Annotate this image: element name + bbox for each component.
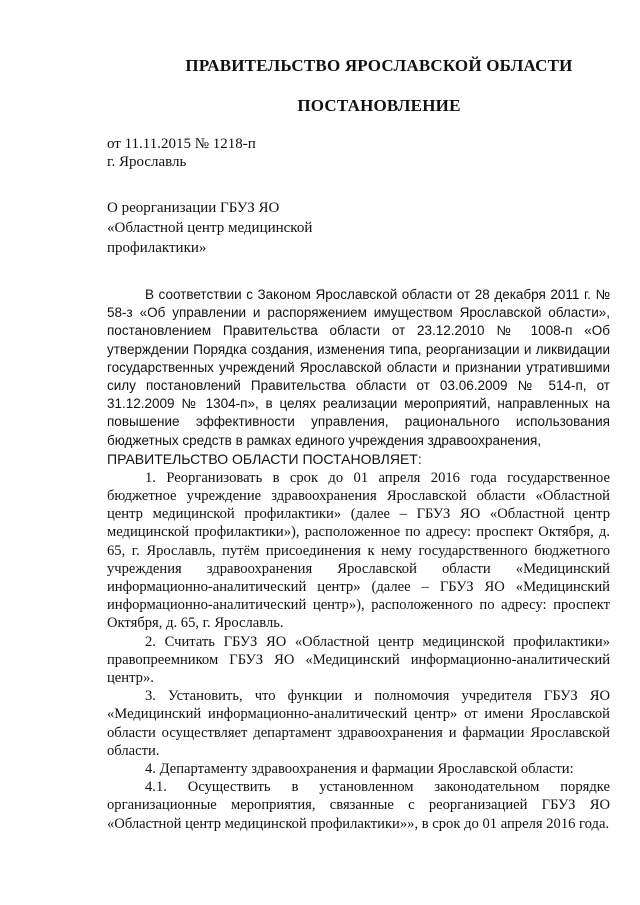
- item-4-paragraph: 4. Департаменту здравоохранения и фармации Ярославской области:: [145, 761, 574, 778]
- authority-heading: ПРАВИТЕЛЬСТВО ЯРОСЛАВСКОЙ ОБЛАСТИ: [185, 56, 573, 75]
- item-2-paragraph: 2. Считать ГБУЗ ЯО «Областной центр медицинской профилактики» правопреемником ГБУЗ ЯО «Медицинский информационно-аналитический центр».: [107, 633, 610, 687]
- item-1-paragraph: 1. Реорганизовать в срок до 01 апреля 2016 года государственное бюджетное учреждение здравоохранения Ярославской области «Областной центр медицинской профилактики» (далее – ГБУЗ ЯО «Областной центр медицинской профилактики»), расположенное по адресу: проспект Октября, д. 65, г. Ярославль, путём присоединения к нему государственного бюджетного учреждения здравоохранения Ярославской области «Медицинский информационно-аналитический центр» (далее – ГБУЗ ЯО «Медицинский информационно-аналитический центр»), расположенного по адресу: проспект Октября, д. 65, г. Ярославль.: [107, 469, 610, 632]
- city: г. Ярославль: [107, 154, 187, 170]
- item-3-paragraph: 3. Установить, что функции и полномочия учредителя ГБУЗ ЯО «Медицинский информационно-аналитический центр» от имени Ярославской области осуществляет департамент здравоохранения и фармации Ярославской области.: [107, 688, 610, 759]
- subject-line: О реорганизации ГБУЗ ЯО: [107, 200, 280, 216]
- preamble-paragraph: В соответствии с Законом Ярославской области от 28 декабря 2011 г. № 58-з «Об управлении и распоряжением имуществом Ярославской области», постановлением Правительства области от 23.12.2010 № 1008-п «Об утверждении Порядка создания, изменения типа, реорганизации и ликвидации государственных учреждений Ярославской области и признании утратившими силу постановлений Правительства области от 03.06.2009 № 514-п, от 31.12.2009 № 1304-п», в целях реализации мероприятий, направленных на повышение эффективности управления, рационального использования бюджетных средств в рамках единого учреждения здравоохранения,: [107, 287, 610, 448]
- subject-line: профилактики»: [107, 240, 207, 256]
- document-type-heading: ПОСТАНОВЛЕНИЕ: [297, 96, 461, 115]
- decree-statement: ПРАВИТЕЛЬСТВО ОБЛАСТИ ПОСТАНОВЛЯЕТ:: [107, 450, 422, 467]
- item-4-1-paragraph: 4.1. Осуществить в установленном законодательном порядке организационные мероприятия, связанные с реорганизацией ГБУЗ ЯО «Областной центр медицинской профилактики»», в срок до 01 апреля 2016 года.: [107, 779, 610, 832]
- document-subject: [107, 198, 312, 258]
- date-number: от 11.11.2015 № 1218-п: [107, 136, 256, 152]
- subject-line: «Областной центр медицинской: [107, 220, 313, 236]
- document-body: [107, 286, 610, 833]
